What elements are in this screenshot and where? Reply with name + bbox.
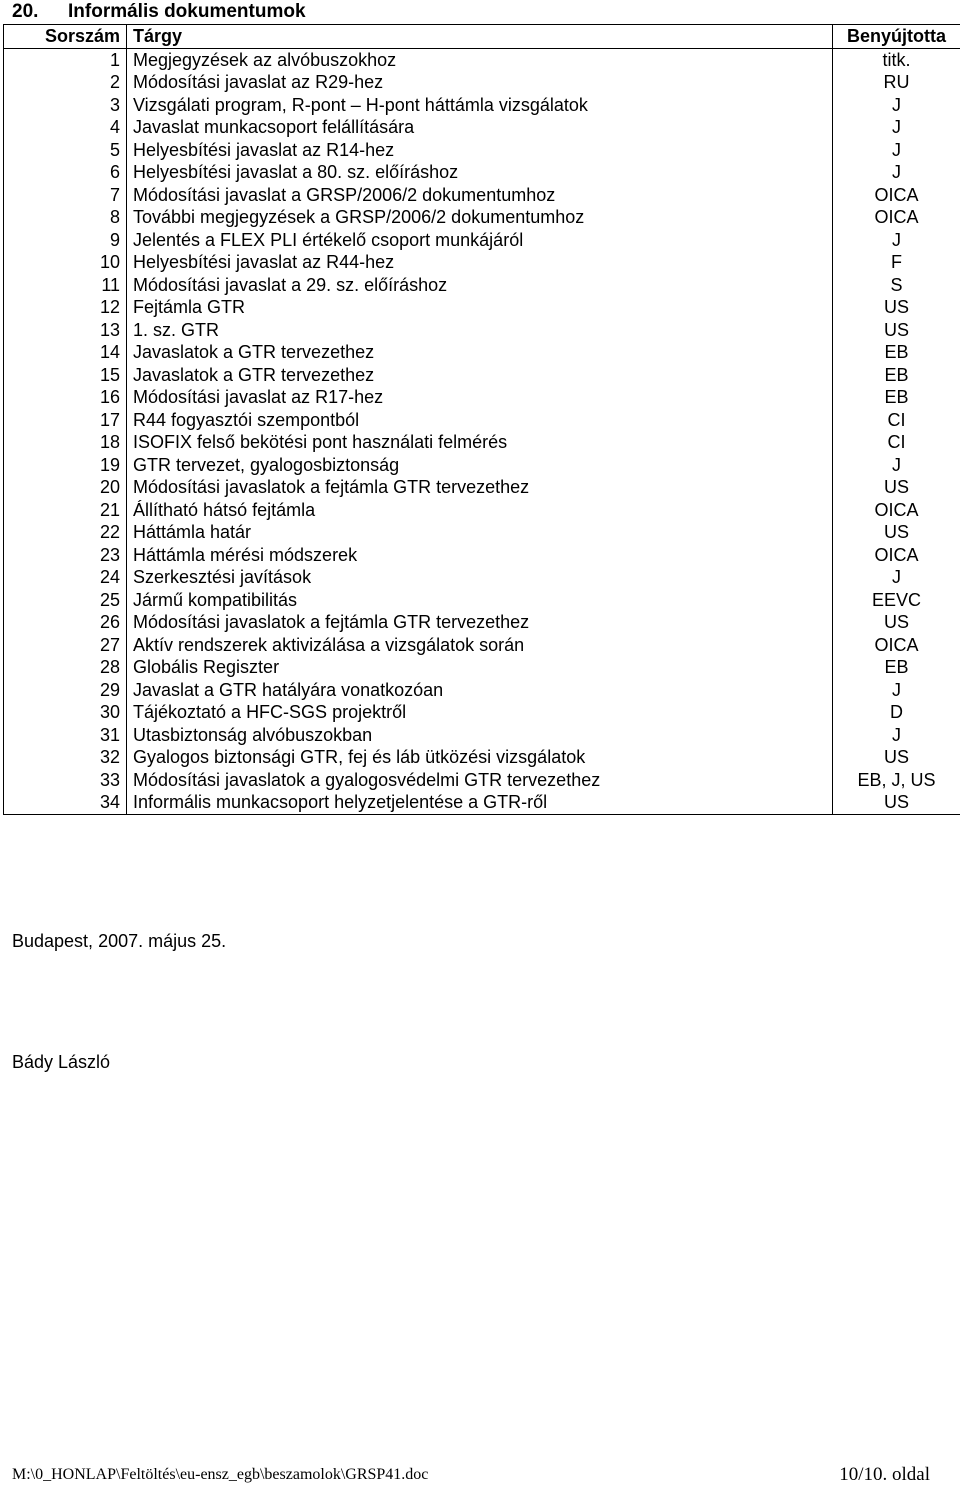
row-subject: ISOFIX felső bekötési pont használati felmérés — [127, 431, 833, 454]
row-subject: Módosítási javaslatok a gyalogosvédelmi GTR tervezethez — [127, 769, 833, 792]
row-number: 3 — [4, 94, 127, 117]
row-subject: GTR tervezet, gyalogosbiztonság — [127, 454, 833, 477]
row-submitted-by: EB, J, US — [833, 769, 960, 792]
row-subject: 1. sz. GTR — [127, 319, 833, 342]
table-row — [4, 139, 960, 162]
row-subject: Tájékoztató a HFC-SGS projektről — [127, 701, 833, 724]
row-number: 32 — [4, 746, 127, 769]
table-row — [4, 499, 960, 522]
table-row — [4, 634, 960, 657]
row-number: 5 — [4, 139, 127, 162]
row-number: 34 — [4, 791, 127, 814]
row-submitted-by: EB — [833, 341, 960, 364]
row-number: 7 — [4, 184, 127, 207]
row-submitted-by: J — [833, 566, 960, 589]
section-number: 20. — [12, 1, 39, 22]
row-submitted-by: US — [833, 746, 960, 769]
row-subject: Informális munkacsoport helyzetjelentése a GTR-ről — [127, 791, 833, 814]
row-subject: Javaslat munkacsoport felállítására — [127, 116, 833, 139]
row-number: 31 — [4, 724, 127, 747]
row-subject: Javaslatok a GTR tervezethez — [127, 341, 833, 364]
table-row — [4, 701, 960, 724]
row-number: 20 — [4, 476, 127, 499]
row-submitted-by: J — [833, 94, 960, 117]
row-submitted-by: CI — [833, 409, 960, 432]
section-heading — [12, 0, 306, 24]
row-subject: Jármű kompatibilitás — [127, 589, 833, 612]
table-row — [4, 296, 960, 319]
row-submitted-by: EB — [833, 386, 960, 409]
table-row — [4, 656, 960, 679]
row-number: 19 — [4, 454, 127, 477]
row-subject: Utasbiztonság alvóbuszokban — [127, 724, 833, 747]
row-submitted-by: US — [833, 521, 960, 544]
table-row — [4, 71, 960, 94]
row-subject: Gyalogos biztonsági GTR, fej és láb ütközési vizsgálatok — [127, 746, 833, 769]
row-number: 25 — [4, 589, 127, 612]
table-row — [4, 589, 960, 612]
footer-file-path: M:\0_HONLAP\Feltöltés\eu-ensz_egb\beszamolok\GRSP41.doc — [12, 1466, 429, 1483]
row-number: 9 — [4, 229, 127, 252]
row-number: 6 — [4, 161, 127, 184]
header-submitted-by: Benyújtotta — [833, 25, 960, 49]
row-subject: Módosítási javaslat a GRSP/2006/2 dokumentumhoz — [127, 184, 833, 207]
row-subject: Háttámla határ — [127, 521, 833, 544]
row-submitted-by: EB — [833, 656, 960, 679]
row-subject: Módosítási javaslat az R29-hez — [127, 71, 833, 94]
table-row — [4, 364, 960, 387]
table-row — [4, 746, 960, 769]
table-row — [4, 679, 960, 702]
row-number: 1 — [4, 48, 127, 71]
table-row — [4, 544, 960, 567]
table-row — [4, 251, 960, 274]
row-submitted-by: J — [833, 229, 960, 252]
row-number: 23 — [4, 544, 127, 567]
row-number: 4 — [4, 116, 127, 139]
row-number: 16 — [4, 386, 127, 409]
row-submitted-by: OICA — [833, 184, 960, 207]
row-submitted-by: CI — [833, 431, 960, 454]
table-row — [4, 341, 960, 364]
row-subject: Módosítási javaslat a 29. sz. előíráshoz — [127, 274, 833, 297]
table-row — [4, 769, 960, 792]
row-number: 10 — [4, 251, 127, 274]
row-number: 29 — [4, 679, 127, 702]
header-no: Sorszám — [4, 25, 127, 49]
row-subject: Globális Regiszter — [127, 656, 833, 679]
table-row — [4, 724, 960, 747]
table-row — [4, 274, 960, 297]
table-row — [4, 161, 960, 184]
row-subject: Javaslat a GTR hatályára vonatkozóan — [127, 679, 833, 702]
header-subject: Tárgy — [127, 25, 833, 49]
table-row — [4, 229, 960, 252]
row-number: 14 — [4, 341, 127, 364]
row-subject: Szerkesztési javítások — [127, 566, 833, 589]
table-row — [4, 791, 960, 814]
row-submitted-by: OICA — [833, 499, 960, 522]
row-submitted-by: OICA — [833, 544, 960, 567]
row-number: 21 — [4, 499, 127, 522]
row-subject: Megjegyzések az alvóbuszokhoz — [127, 48, 833, 71]
row-number: 13 — [4, 319, 127, 342]
row-number: 33 — [4, 769, 127, 792]
table-row — [4, 116, 960, 139]
place-date: Budapest, 2007. május 25. — [12, 931, 227, 951]
row-submitted-by: D — [833, 701, 960, 724]
row-number: 28 — [4, 656, 127, 679]
row-subject: Módosítási javaslat az R17-hez — [127, 386, 833, 409]
row-number: 22 — [4, 521, 127, 544]
row-number: 8 — [4, 206, 127, 229]
row-subject: Jelentés a FLEX PLI értékelő csoport munkájáról — [127, 229, 833, 252]
table-row — [4, 409, 960, 432]
row-submitted-by: S — [833, 274, 960, 297]
row-submitted-by: RU — [833, 71, 960, 94]
table-row — [4, 431, 960, 454]
section-title: Informális dokumentumok — [68, 1, 306, 22]
documents-table — [3, 24, 960, 815]
row-number: 30 — [4, 701, 127, 724]
table-header-row — [4, 25, 960, 49]
row-number: 27 — [4, 634, 127, 657]
row-number: 12 — [4, 296, 127, 319]
table-row — [4, 184, 960, 207]
row-number: 15 — [4, 364, 127, 387]
row-submitted-by: J — [833, 161, 960, 184]
table-row — [4, 386, 960, 409]
row-submitted-by: OICA — [833, 634, 960, 657]
table-row — [4, 454, 960, 477]
footer-page-number: 10/10. oldal — [839, 1464, 930, 1485]
row-subject: Vizsgálati program, R-pont – H-pont háttámla vizsgálatok — [127, 94, 833, 117]
row-submitted-by: J — [833, 116, 960, 139]
row-submitted-by: OICA — [833, 206, 960, 229]
row-subject: Helyesbítési javaslat az R14-hez — [127, 139, 833, 162]
table-row — [4, 476, 960, 499]
row-subject: R44 fogyasztói szempontból — [127, 409, 833, 432]
row-submitted-by: US — [833, 476, 960, 499]
row-submitted-by: US — [833, 319, 960, 342]
row-number: 2 — [4, 71, 127, 94]
row-subject: Fejtámla GTR — [127, 296, 833, 319]
row-number: 18 — [4, 431, 127, 454]
row-number: 24 — [4, 566, 127, 589]
row-submitted-by: US — [833, 791, 960, 814]
row-subject: Javaslatok a GTR tervezethez — [127, 364, 833, 387]
signer-name: Bády László — [12, 1052, 111, 1072]
row-subject: Módosítási javaslatok a fejtámla GTR tervezethez — [127, 476, 833, 499]
row-submitted-by: J — [833, 679, 960, 702]
row-submitted-by: F — [833, 251, 960, 274]
row-submitted-by: EEVC — [833, 589, 960, 612]
row-number: 17 — [4, 409, 127, 432]
row-number: 26 — [4, 611, 127, 634]
table-row — [4, 319, 960, 342]
row-subject: További megjegyzések a GRSP/2006/2 dokumentumhoz — [127, 206, 833, 229]
row-subject: Helyesbítési javaslat az R44-hez — [127, 251, 833, 274]
table-row — [4, 521, 960, 544]
row-subject: Háttámla mérési módszerek — [127, 544, 833, 567]
table-row — [4, 206, 960, 229]
row-submitted-by: US — [833, 296, 960, 319]
row-subject: Módosítási javaslatok a fejtámla GTR tervezethez — [127, 611, 833, 634]
table-row — [4, 566, 960, 589]
table-row — [4, 611, 960, 634]
table-row — [4, 94, 960, 117]
row-submitted-by: EB — [833, 364, 960, 387]
row-submitted-by: J — [833, 724, 960, 747]
table-row — [4, 48, 960, 71]
row-subject: Állítható hátsó fejtámla — [127, 499, 833, 522]
row-subject: Helyesbítési javaslat a 80. sz. előíráshoz — [127, 161, 833, 184]
row-submitted-by: titk. — [833, 48, 960, 71]
row-submitted-by: J — [833, 139, 960, 162]
row-submitted-by: J — [833, 454, 960, 477]
row-submitted-by: US — [833, 611, 960, 634]
row-subject: Aktív rendszerek aktivizálása a vizsgálatok során — [127, 634, 833, 657]
row-number: 11 — [4, 274, 127, 297]
